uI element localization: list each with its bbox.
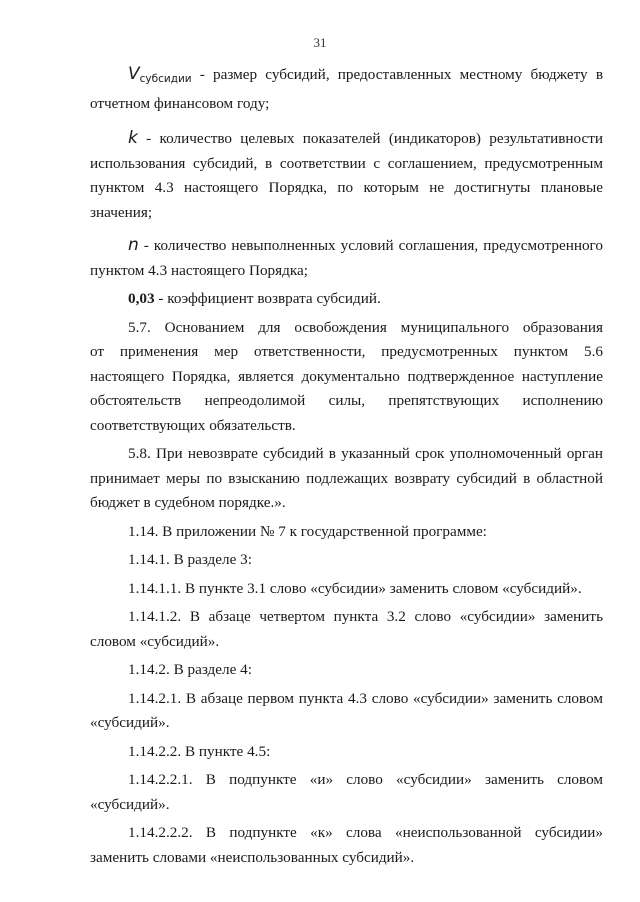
paragraph-text: отчетном финансовом году;: [90, 94, 270, 112]
paragraph-text: 1.14.1.2. В абзаце четвертом пункта 3.2 слово «субсидии» заменить: [128, 608, 603, 625]
paragraph-text: 1.14.2.1. В абзаце первом пункта 4.3 слово «субсидии» заменить словом: [128, 689, 603, 707]
paragraph-1-14-1-1: [90, 577, 603, 602]
page-number: 31: [313, 35, 327, 50]
paragraph-text: пунктом 4.3 настоящего Порядка;: [90, 261, 308, 279]
paragraph-text: бюджет в судебном порядке.».: [90, 494, 286, 511]
symbol-v: V: [128, 64, 140, 84]
paragraph-text: 1.14.2.2. В пункте 4.5:: [128, 742, 271, 760]
paragraph-k-definition: [90, 126, 603, 225]
paragraph-1-14-2-2-1: [90, 768, 603, 817]
paragraph-text: соответствующих обязательств.: [90, 416, 296, 434]
paragraph-text: 1.14.2.2.2. В подпункте «к» слова «неиспользованной субсидии»: [128, 824, 603, 841]
paragraph-5-8: [90, 442, 603, 516]
paragraph-text: «субсидий».: [90, 795, 170, 813]
paragraph-text: - коэффициент возврата субсидий.: [154, 290, 381, 307]
paragraph-text: словом «субсидий».: [90, 632, 220, 650]
paragraph-text: использования субсидий, в соответствии с соглашением, предусмотренным: [90, 154, 603, 172]
subscript-subsidies: субсидии: [139, 73, 192, 85]
paragraph-text: 1.14.2.2.1. В подпункте «и» слово «субсидии» заменить словом: [128, 771, 603, 788]
paragraph-text: - размер субсидий, предоставленных местному бюджету в: [191, 66, 603, 83]
symbol-n: n: [128, 235, 139, 255]
paragraph-text: «субсидий».: [90, 714, 170, 731]
paragraph-text: заменить словами «неиспользованных субсидий».: [90, 848, 415, 866]
paragraph-text: принимает меры по взысканию подлежащих возврату субсидий в областной: [90, 469, 603, 487]
paragraph-1-14-2: [90, 658, 603, 683]
document-body: [90, 62, 603, 870]
paragraph-text: - количество целевых показателей (индикаторов) результативности: [137, 130, 603, 147]
paragraph-1-14: [90, 520, 603, 545]
coefficient-value: 0,03: [128, 290, 155, 307]
paragraph-1-14-1: [90, 548, 603, 573]
paragraph-text: 5.8. При невозврате субсидий в указанный срок уполномоченный орган: [128, 445, 603, 462]
paragraph-text: настоящего Порядка, является документально подтвержденное наступление: [90, 367, 603, 385]
paragraph-text: значения;: [90, 203, 153, 221]
paragraph-5-7: [90, 316, 603, 439]
paragraph-text: 1.14.1.1. В пункте 3.1 слово «субсидии» заменить словом «субсидий».: [128, 579, 582, 597]
paragraph-text: обстоятельств непреодолимой силы, препятствующих исполнению: [90, 392, 603, 409]
paragraph-text: 5.7. Основанием для освобождения муниципального образования: [128, 318, 603, 336]
paragraph-text: от применения мер ответственности, предусмотренных пунктом 5.6: [90, 343, 603, 360]
paragraph-text: 1.14.2. В разделе 4:: [128, 661, 252, 678]
paragraph-1-14-2-1: [90, 687, 603, 736]
paragraph-1-14-1-2: [90, 605, 603, 654]
paragraph-text: 1.14.1. В разделе 3:: [128, 551, 252, 568]
paragraph-1-14-2-2: [90, 740, 603, 765]
symbol-k: k: [128, 128, 138, 148]
paragraph-v-definition: [90, 62, 603, 116]
paragraph-text: 1.14. В приложении № 7 к государственной программе:: [128, 522, 487, 540]
paragraph-coefficient: [90, 287, 603, 312]
paragraph-text: - количество невыполненных условий соглашения, предусмотренного: [138, 237, 603, 254]
paragraph-n-definition: [90, 233, 603, 283]
paragraph-text: пунктом 4.3 настоящего Порядка, по которым не достигнуты плановые: [90, 179, 603, 196]
paragraph-1-14-2-2-2: [90, 821, 603, 870]
